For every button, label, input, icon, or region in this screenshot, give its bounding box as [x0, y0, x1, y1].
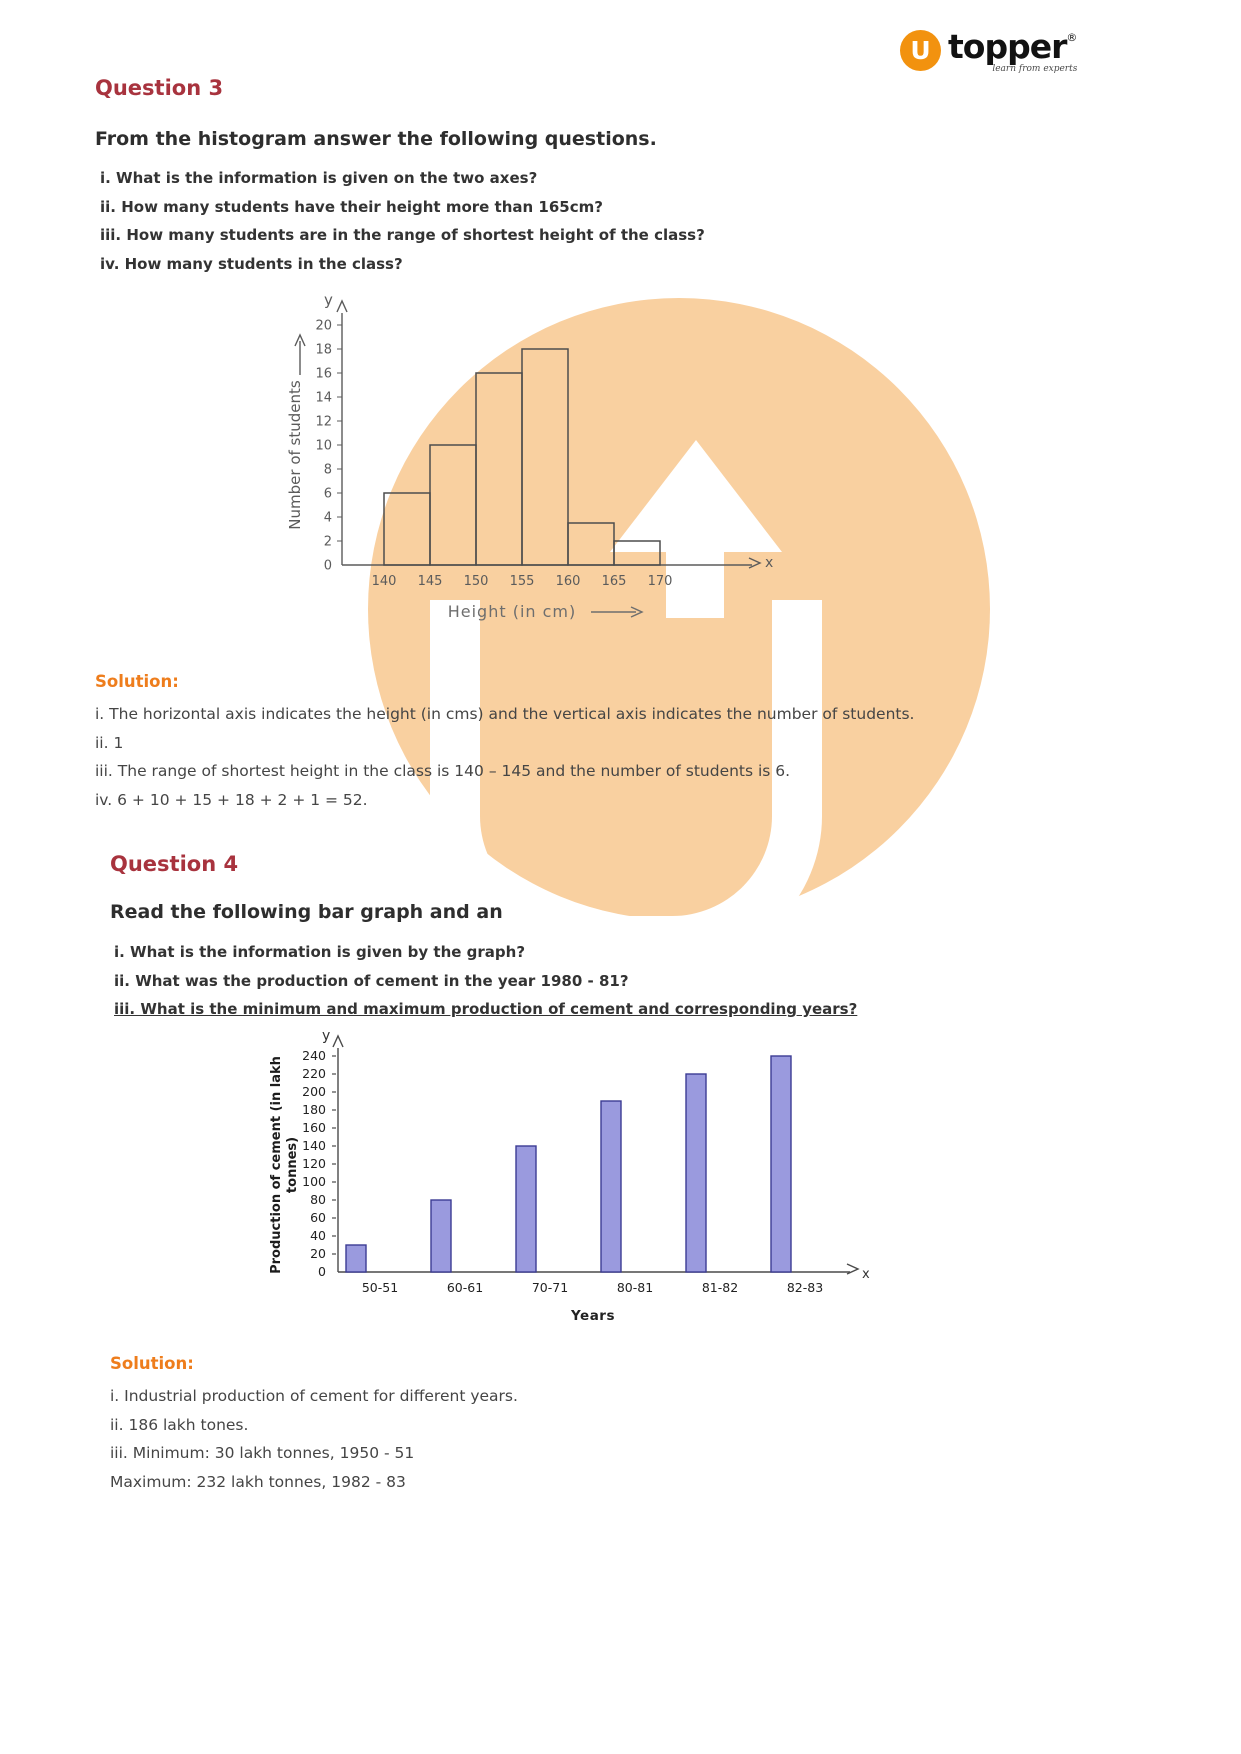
solution-line: iii. Minimum: 30 lakh tonnes, 1950 - 51 — [110, 1444, 415, 1462]
y-tick-label: 240 — [302, 1048, 326, 1063]
y-tick-label: 60 — [310, 1210, 326, 1225]
bar — [601, 1101, 621, 1272]
y-tick-label: 0 — [318, 1264, 326, 1279]
y-tick-label: 10 — [315, 438, 332, 454]
question-item: iii. How many students are in the range of shortest height of the class? — [100, 226, 705, 244]
question-item: ii. How many students have their height more than 165cm? — [100, 197, 603, 216]
question-3-solution — [95, 700, 915, 814]
question-item: ii. What was the production of cement in the year 1980 - 81? — [114, 971, 629, 990]
solution-line: ii. 186 lakh tones. — [110, 1415, 249, 1434]
question-item: iv. How many students in the class? — [100, 254, 403, 273]
x-category-label: 80-81 — [616, 1280, 654, 1295]
histogram-bar — [614, 541, 660, 565]
y-axis-title-line1: Production of cement (in lakh — [269, 1056, 284, 1274]
y-tick-label: 6 — [323, 486, 332, 502]
question-item: iii. What is the minimum and maximum production of cement and corresponding years? — [114, 1000, 858, 1018]
solution-line: ii. 1 — [95, 733, 124, 752]
bar — [686, 1074, 706, 1272]
logo-mark-letter: U — [910, 36, 931, 65]
x-category-label: 60-61 — [446, 1280, 484, 1295]
solution-line: i. Industrial production of cement for different years. — [110, 1387, 518, 1405]
bar-chart-svg — [266, 1020, 916, 1335]
solution-label: Solution: — [110, 1354, 194, 1373]
histogram-bar — [568, 523, 614, 565]
y-tick-label: 20 — [310, 1246, 326, 1261]
y-tick-label: 2 — [323, 534, 332, 550]
y-tick-label: 120 — [302, 1156, 326, 1171]
registered-mark: ® — [1066, 31, 1078, 44]
solution-line: Maximum: 232 lakh tonnes, 1982 - 83 — [110, 1472, 406, 1491]
y-axis-title-line2: tonnes) — [285, 1136, 300, 1194]
y-tick-label: 18 — [315, 342, 332, 358]
y-axis-letter: y — [324, 291, 333, 309]
question-3-prompt: From the histogram answer the following questions. — [95, 128, 657, 150]
histogram-svg — [280, 283, 790, 631]
bar — [346, 1245, 366, 1272]
x-category-label: 81-82 — [701, 1280, 739, 1295]
y-tick-label: 80 — [310, 1192, 326, 1207]
x-tick-label: 155 — [509, 574, 535, 589]
y-tick-label: 0 — [323, 558, 332, 574]
y-tick-label: 16 — [315, 366, 332, 382]
x-category-label: 82-83 — [786, 1280, 824, 1295]
logo-text — [948, 27, 1078, 74]
question-4-solution — [110, 1382, 518, 1496]
cement-bar-chart — [266, 1020, 916, 1339]
y-tick-label: 140 — [302, 1138, 326, 1153]
logo-brand-name: topper — [948, 27, 1067, 66]
x-tick-label: 145 — [417, 574, 443, 589]
bar — [431, 1200, 451, 1272]
x-axis-title: Years — [571, 1308, 615, 1324]
topper-logo-icon — [900, 30, 941, 71]
x-tick-label: 160 — [555, 574, 581, 589]
question-item: i. What is the information is given by the graph? — [114, 943, 526, 961]
bar — [516, 1146, 536, 1272]
y-tick-label: 220 — [302, 1066, 326, 1081]
y-axis-letter: y — [322, 1028, 331, 1044]
question-4-heading: Question 4 — [110, 852, 239, 876]
x-tick-label: 165 — [601, 574, 627, 589]
x-category-label: 50-51 — [361, 1280, 399, 1295]
y-tick-label: 8 — [323, 462, 332, 478]
x-tick-label: 140 — [371, 574, 397, 589]
histogram-bar — [476, 373, 522, 565]
y-tick-label: 180 — [302, 1102, 326, 1117]
solution-label: Solution: — [95, 672, 179, 691]
question-item: i. What is the information is given on the two axes? — [100, 169, 538, 187]
x-category-label: 70-71 — [531, 1280, 569, 1295]
topper-logo — [900, 27, 1078, 74]
histogram-bar — [384, 493, 430, 565]
y-tick-label: 20 — [315, 318, 332, 334]
solution-line: iv. 6 + 10 + 15 + 18 + 2 + 1 = 52. — [95, 790, 368, 809]
x-axis-title: Height (in cm) — [447, 602, 577, 621]
histogram-bar — [430, 445, 476, 565]
logo-tagline: learn from experts — [992, 63, 1078, 74]
x-tick-label: 170 — [647, 574, 673, 589]
solution-line: i. The horizontal axis indicates the height (in cms) and the vertical axis indicates the number of students. — [95, 705, 915, 723]
y-tick-label: 160 — [302, 1120, 326, 1135]
question-4-prompt: Read the following bar graph and an — [110, 901, 503, 923]
histogram-chart — [280, 283, 790, 635]
question-3-heading: Question 3 — [95, 76, 224, 100]
histogram-bar — [522, 349, 568, 565]
y-tick-label: 12 — [315, 414, 332, 430]
question-4-subquestions — [114, 938, 857, 1024]
x-axis-letter: x — [765, 555, 774, 571]
y-tick-label: 4 — [323, 510, 332, 526]
y-tick-label: 200 — [302, 1084, 326, 1099]
y-tick-label: 40 — [310, 1228, 326, 1243]
bar — [771, 1056, 791, 1272]
solution-line: iii. The range of shortest height in the class is 140 – 145 and the number of students is 6. — [95, 762, 791, 780]
x-axis-letter: x — [862, 1267, 870, 1282]
x-tick-label: 150 — [463, 574, 489, 589]
y-axis-title: Number of students — [286, 380, 304, 530]
y-tick-label: 100 — [302, 1174, 326, 1189]
question-3-subquestions — [100, 164, 705, 278]
y-tick-label: 14 — [315, 390, 332, 406]
